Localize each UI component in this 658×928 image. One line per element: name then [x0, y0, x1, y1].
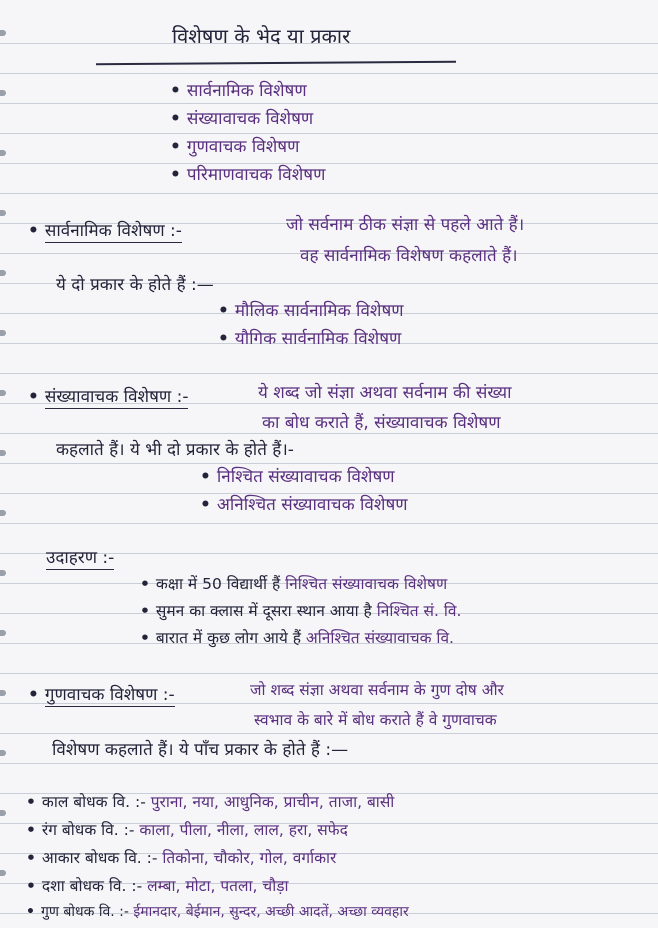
definition-line: का बोध कराते हैं, संख्यावाचक विशेषण — [262, 413, 501, 433]
subtype-item: • अनिश्चित संख्यावाचक विशेषण — [200, 495, 408, 515]
type-item: • गुणवाचक विशेषण — [170, 137, 300, 157]
definition-line: कहलाते हैं। ये भी दो प्रकार के होते हैं।- — [56, 440, 294, 460]
gun-row: • काल बोधक वि. :- पुराना, नया, आधुनिक, प्राचीन, ताजा, बासी — [26, 793, 395, 811]
examples-heading: उदाहरण :- — [46, 548, 115, 568]
definition-line: जो शब्द संज्ञा अथवा सर्वनाम के गुण दोष और — [250, 681, 504, 699]
title-underline — [96, 61, 456, 66]
definition-line: ये शब्द जो संज्ञा अथवा सर्वनाम की संख्या — [258, 383, 512, 403]
definition-line: वह सार्वनामिक विशेषण कहलाते हैं। — [300, 246, 518, 266]
example-item: • बारात में कुछ लोग आये हैं अनिश्चित संख्यावाचक वि. — [140, 629, 454, 647]
gun-row: • आकार बोधक वि. :- तिकोना, चौकोर, गोल, वर्गाकार — [26, 849, 337, 867]
margin-holes — [0, 0, 12, 928]
type-item: • संख्यावाचक विशेषण — [170, 109, 314, 129]
gun-row: • रंग बोधक वि. :- काला, पीला, नीला, लाल, हरा, सफेद — [26, 821, 348, 839]
type-item: • परिमाणवाचक विशेषण — [170, 165, 326, 185]
definition-line: ये दो प्रकार के होते हैं :— — [56, 275, 214, 295]
section-heading: • सार्वनामिक विशेषण :- — [28, 221, 182, 241]
page-title: विशेषण के भेद या प्रकार — [172, 24, 351, 48]
gun-row: • दशा बोधक वि. :- लम्बा, मोटा, पतला, चौड़ा — [26, 877, 289, 895]
example-item: • सुमन का क्लास में दूसरा स्थान आया है निश्चित सं. वि. — [140, 602, 462, 620]
subtype-item: • निश्चित संख्यावाचक विशेषण — [200, 467, 395, 487]
definition-line: जो सर्वनाम ठीक संज्ञा से पहले आते हैं। — [286, 215, 525, 235]
type-item: • सार्वनामिक विशेषण — [170, 81, 307, 101]
definition-line: विशेषण कहलाते हैं। ये पाँच प्रकार के होते हैं :— — [52, 740, 349, 760]
example-item: • कक्षा में 50 विद्यार्थी हैं निश्चित संख्यावाचक विशेषण — [140, 575, 448, 593]
section-heading: • गुणवाचक विशेषण :- — [28, 685, 175, 705]
subtype-item: • मौलिक सार्वनामिक विशेषण — [218, 301, 404, 321]
gun-row: • गुण बोधक वि. :- ईमानदार, बेईमान, सुन्दर, अच्छी आदतें, अच्छा व्यवहार — [26, 904, 409, 920]
subtype-item: • यौगिक सार्वनामिक विशेषण — [218, 329, 402, 349]
definition-line: स्वभाव के बारे में बोध कराते हैं वे गुणवाचक — [254, 711, 497, 729]
section-heading: • संख्यावाचक विशेषण :- — [28, 387, 189, 407]
